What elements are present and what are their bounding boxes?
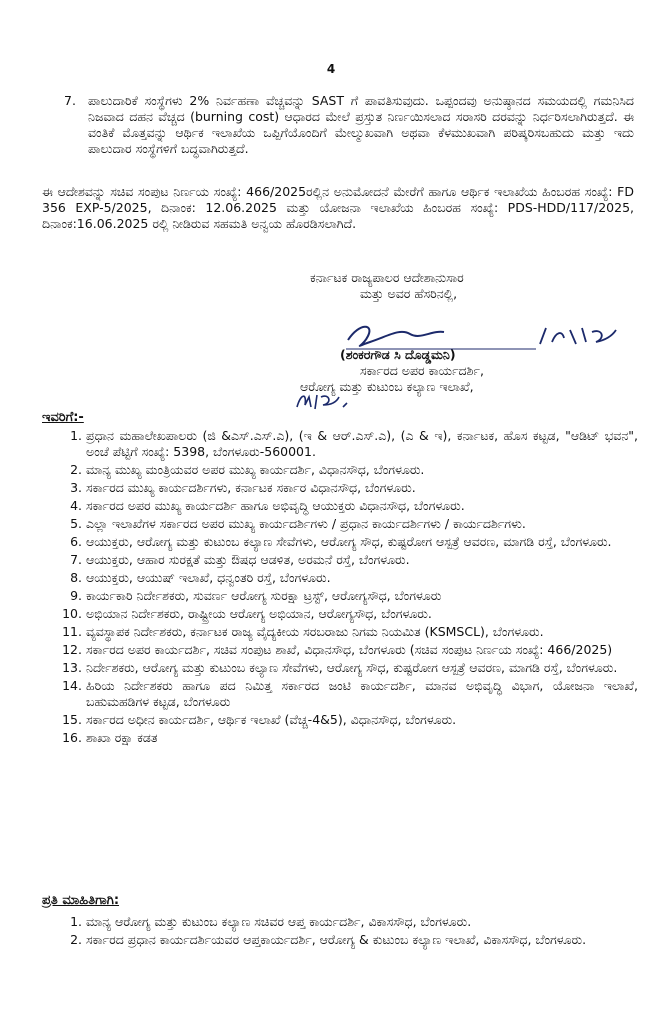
list-item-text: ಆಯುಕ್ತರು, ಆಯುಷ್ ಇಲಾಖೆ, ಧನ್ವಂತರಿ ರಸ್ತೆ, ಬೆಂಗಳೂರು. [86,570,331,585]
list-item [42,606,638,622]
list-item-number: 6. [70,534,82,549]
list-item-number: 16. [62,730,82,745]
list-item-number: 4. [70,498,82,513]
list-item-number: 12. [62,642,82,657]
list-item-number: 1. [70,914,82,929]
authority-line-2: ಮತ್ತು ಅವರ ಹೆಸರಿನಲ್ಲಿ, [360,286,458,301]
list-item-number: 2. [70,932,82,947]
list-item-text: ಪ್ರಧಾನ ಮಹಾಲೇಖಪಾಲರು (ಜಿ &ಎಸ್.ಎಸ್.ಎ), (ಇ & ಆರ್.ಎಸ್.ಎ), (ಎ & ಇ), ಕರ್ನಾಟಕ, ಹೊಸ ಕಟ್ಟಡ, "ಆಡಿಟ್ ಭವನ", ಅಂಚೆ ಪೆಟ್ಟಿಗೆ ಸಂಖ್ಯೆ: 5398, ಬೆಂಗಳೂರು-560001. [86,428,638,459]
list-item-text: ಸರ್ಕಾರದ ಅಪರ ಕಾರ್ಯದರ್ಶಿ, ಸಚಿವ ಸಂಪುಟ ಶಾಖೆ, ವಿಧಾನಸೌಧ, ಬೆಂಗಳೂರು (ಸಚಿವ ಸಂಪುಟ ನಿರ್ಣಯ ಸಂಖ್ಯೆ: 466/2025) [86,642,613,657]
list-item-text: ಅಭಿಯಾನ ನಿರ್ದೇಶಕರು, ರಾಷ್ಟ್ರೀಯ ಆರೋಗ್ಯ ಅಭಿಯಾನ, ಆರೋಗ್ಯಸೌಧ, ಬೆಂಗಳೂರು. [86,606,432,621]
list-item-number: 1. [70,428,82,443]
list-item [42,624,638,640]
signatory-designation: ಸರ್ಕಾರದ ಅಪರ ಕಾರ್ಯದರ್ಶಿ, [360,363,484,378]
list-item [42,932,638,948]
list-item [42,678,638,710]
list-item-text: ಆಯುಕ್ತರು, ಆರೋಗ್ಯ ಮತ್ತು ಕುಟುಂಬ ಕಲ್ಯಾಣ ಸೇವೆಗಳು, ಆರೋಗ್ಯ ಸೌಧ, ಕುಷ್ಟರೋಗ ಆಸ್ಪತ್ರೆ ಆವರಣ, ಮಾಗಡಿ ರಸ್ತೆ, ಬೆಂಗಳೂರು. [86,534,612,549]
clause-7 [64,93,634,157]
list-item-number: 14. [62,678,82,693]
signatory-block [300,347,630,395]
list-item [42,498,638,514]
signatory-name: (ಶಂಕರಗೌಡ ಸಿ ದೊಡ್ಡಮನಿ) [340,347,456,362]
list-item-text: ವ್ಯವಸ್ಥಾಪಕ ನಿರ್ದೇಶಕರು, ಕರ್ನಾಟಕ ರಾಜ್ಯ ವೈದ್ಯಕೀಯ ಸರಬರಾಜು ನಿಗಮ ನಿಯಮಿತ (KSMSCL), ಬೆಂಗಳೂರು. [86,624,544,639]
clause-text: ಪಾಲುದಾರಿಕೆ ಸಂಸ್ಥೆಗಳು 2% ನಿರ್ವಹಣಾ ವೆಚ್ಚವನ್ನು SAST ಗೆ ಪಾವತಿಸುವುದು. ಒಪ್ಪಂದವು ಅನುಷ್ಠಾನದ ಸಮಯದಲ್ಲಿ ಗಮನಿಸಿದ ನಿಜವಾದ ದಹನ ವೆಚ್ಚದ (burning cost) ಆಧಾರದ ಮೇಲೆ ಪ್ರಸ್ತುತ ನಿರ್ಣಯಿಸಲಾದ ಸರಾಸರಿ ದರವನ್ನು ನಿರ್ಧರಿಸಲಾಗಿರುತ್ತದೆ. ಈ ವಂತಿಕೆ ಮೊತ್ತವನ್ನು ಆರ್ಥಿಕ ಇಲಾಖೆಯ ಒಪ್ಪಿಗೆಯೊಂದಿಗೆ ಮೇಲ್ಮುಖವಾಗಿ ಅಥವಾ ಕೆಳಮುಖವಾಗಿ ಪರಿಷ್ಕರಿಸಬಹುದು ಮತ್ತು ಇದು ಪಾಲುದಾರ ಸಂಸ್ಥೆಗಳಿಗೆ ಬದ್ಧವಾಗಿರುತ್ತದೆ. [88,93,634,156]
list-item-text: ಸರ್ಕಾರದ ಪ್ರಧಾನ ಕಾರ್ಯದರ್ಶಿಯವರ ಆಪ್ತಕಾರ್ಯದರ್ಶಿ, ಆರೋಗ್ಯ & ಕುಟುಂಬ ಕಲ್ಯಾಣ ಇಲಾಖೆ, ವಿಕಾಸಸೌಧ, ಬೆಂಗಳೂರು. [86,932,587,947]
list-item-number: 13. [62,660,82,675]
list-item-text: ಮಾನ್ಯ ಆರೋಗ್ಯ ಮತ್ತು ಕುಟುಂಬ ಕಲ್ಯಾಣ ಸಚಿವರ ಆಪ್ತ ಕಾರ್ಯದರ್ಶಿ, ವಿಕಾಸಸೌಧ, ಬೆಂಗಳೂರು. [86,914,472,929]
list-item-number: 9. [70,588,82,603]
list-item-number: 7. [70,552,82,567]
list-item-number: 2. [70,462,82,477]
list-item-text: ಮಾನ್ಯ ಮುಖ್ಯ ಮಂತ್ರಿಯವರ ಅಪರ ಮುಖ್ಯ ಕಾರ್ಯದರ್ಶಿ, ವಿಧಾನಸೌಧ, ಬೆಂಗಳೂರು. [86,462,425,477]
recipients-list [42,428,638,748]
list-item-number: 11. [62,624,82,639]
list-item-number: 10. [62,606,82,621]
list-item [42,730,638,746]
list-item-text: ಹಿರಿಯ ನಿರ್ದೇಶಕರು ಹಾಗೂ ಪದ ನಿಮಿತ್ತ ಸರ್ಕಾರದ ಜಂಟಿ ಕಾರ್ಯದರ್ಶಿ, ಮಾನವ ಅಭಿವೃದ್ಧಿ ವಿಭಾಗ, ಯೋಜನಾ ಇಲಾಖೆ, ಬಹುಮಹಡಿಗಳ ಕಟ್ಟಡ, ಬೆಂಗಳೂರು [86,678,638,709]
list-item-text: ಸರ್ಕಾರದ ಅಪರ ಮುಖ್ಯ ಕಾರ್ಯದರ್ಶಿ ಹಾಗೂ ಅಭಿವೃದ್ಧಿ ಆಯುಕ್ತರು ವಿಧಾನಸೌಧ, ಬೆಂಗಳೂರು. [86,498,465,513]
list-item [42,552,638,568]
authority-line [300,270,630,302]
handwritten-initials [293,389,353,415]
list-item [42,480,638,496]
list-item-number: 15. [62,712,82,727]
authority-line-1: ಕರ್ನಾಟಕ ರಾಜ್ಯಪಾಲರ ಆದೇಶಾನುಸಾರ [310,270,464,285]
list-item-text: ಆಯುಕ್ತರು, ಆಹಾರ ಸುರಕ್ಷತೆ ಮತ್ತು ಔಷಧ ಆಡಳಿತ, ಅರಮನೆ ರಸ್ತೆ, ಬೆಂಗಳೂರು. [86,552,410,567]
list-item-text: ಕಾರ್ಯಕಾರಿ ನಿರ್ದೇಶಕರು, ಸುವರ್ಣ ಆರೋಗ್ಯ ಸುರಕ್ಷಾ ಟ್ರಸ್ಟ್, ಆರೋಗ್ಯಸೌಧ, ಬೆಂಗಳೂರು [86,588,442,603]
recipients-heading: ಇವರಿಗೆ:- [42,410,84,425]
copy-to-heading: ಪ್ರತಿ ಮಾಹಿತಿಗಾಗಿ: [42,893,120,908]
list-item-text: ಸರ್ಕಾರದ ಮುಖ್ಯ ಕಾರ್ಯದರ್ಶಿಗಳು, ಕರ್ನಾಟಕ ಸರ್ಕಾರ ವಿಧಾನಸೌಧ, ಬೆಂಗಳೂರು. [86,480,416,495]
list-item [42,534,638,550]
list-item [42,462,638,478]
copy-to-list [42,914,638,950]
clause-number: 7. [64,93,76,108]
list-item [42,712,638,728]
list-item [42,428,638,460]
list-item [42,516,638,532]
list-item [42,914,638,930]
list-item-number: 5. [70,516,82,531]
list-item-text: ಎಲ್ಲಾ ಇಲಾಖೆಗಳ ಸರ್ಕಾರದ ಅಪರ ಮುಖ್ಯ ಕಾರ್ಯದರ್ಶಿಗಳು / ಪ್ರಧಾನ ಕಾರ್ಯದರ್ಶಿಗಳು / ಕಾರ್ಯದರ್ಶಿಗಳು. [86,516,526,531]
approval-paragraph: ಈ ಆದೇಶವನ್ನು ಸಚಿವ ಸಂಪುಟ ನಿರ್ಣಯ ಸಂಖ್ಯೆ: 466/2025ರಲ್ಲಿನ ಅನುಮೋದನೆ ಮೇರೆಗೆ ಹಾಗೂ ಆರ್ಥಿಕ ಇಲಾಖೆಯ ಹಿಂಬರಹ ಸಂಖ್ಯೆ: FD 356 EXP-5/2025, ದಿನಾಂಕ: 12.06.2025 ಮತ್ತು ಯೋಜನಾ ಇಲಾಖೆಯ ಹಿಂಬರಹ ಸಂಖ್ಯೆ: PDS-HDD/117/2025, ದಿನಾಂಕ:16.06.2025 ರಲ್ಲಿ ನೀಡಿರುವ ಸಹಮತಿ ಅನ್ವಯ ಹೊರಡಿಸಲಾಗಿದೆ. [42,184,634,231]
list-item [42,642,638,658]
list-item-number: 8. [70,570,82,585]
list-item-number: 3. [70,480,82,495]
signatory-department: ಆರೋಗ್ಯ ಮತ್ತು ಕುಟುಂಬ ಕಲ್ಯಾಣ ಇಲಾಖೆ, [300,379,474,394]
list-item [42,588,638,604]
list-item-text: ಸರ್ಕಾರದ ಅಧೀನ ಕಾರ್ಯದರ್ಶಿ, ಆರ್ಥಿಕ ಇಲಾಖೆ (ವೆಚ್ಚ-4&5), ವಿಧಾನಸೌಧ, ಬೆಂಗಳೂರು. [86,712,457,727]
list-item-text: ನಿರ್ದೇಶಕರು, ಆರೋಗ್ಯ ಮತ್ತು ಕುಟುಂಬ ಕಲ್ಯಾಣ ಸೇವೆಗಳು, ಆರೋಗ್ಯ ಸೌಧ, ಕುಷ್ಟರೋಗ ಆಸ್ಪತ್ರೆ ಆವರಣ, ಮಾಗಡಿ ರಸ್ತೆ, ಬೆಂಗಳೂರು. [86,660,618,675]
list-item [42,660,638,676]
list-item [42,570,638,586]
page-number: 4 [326,62,336,76]
list-item-text: ಶಾಖಾ ರಕ್ಷಾ ಕಡತ [86,730,158,745]
